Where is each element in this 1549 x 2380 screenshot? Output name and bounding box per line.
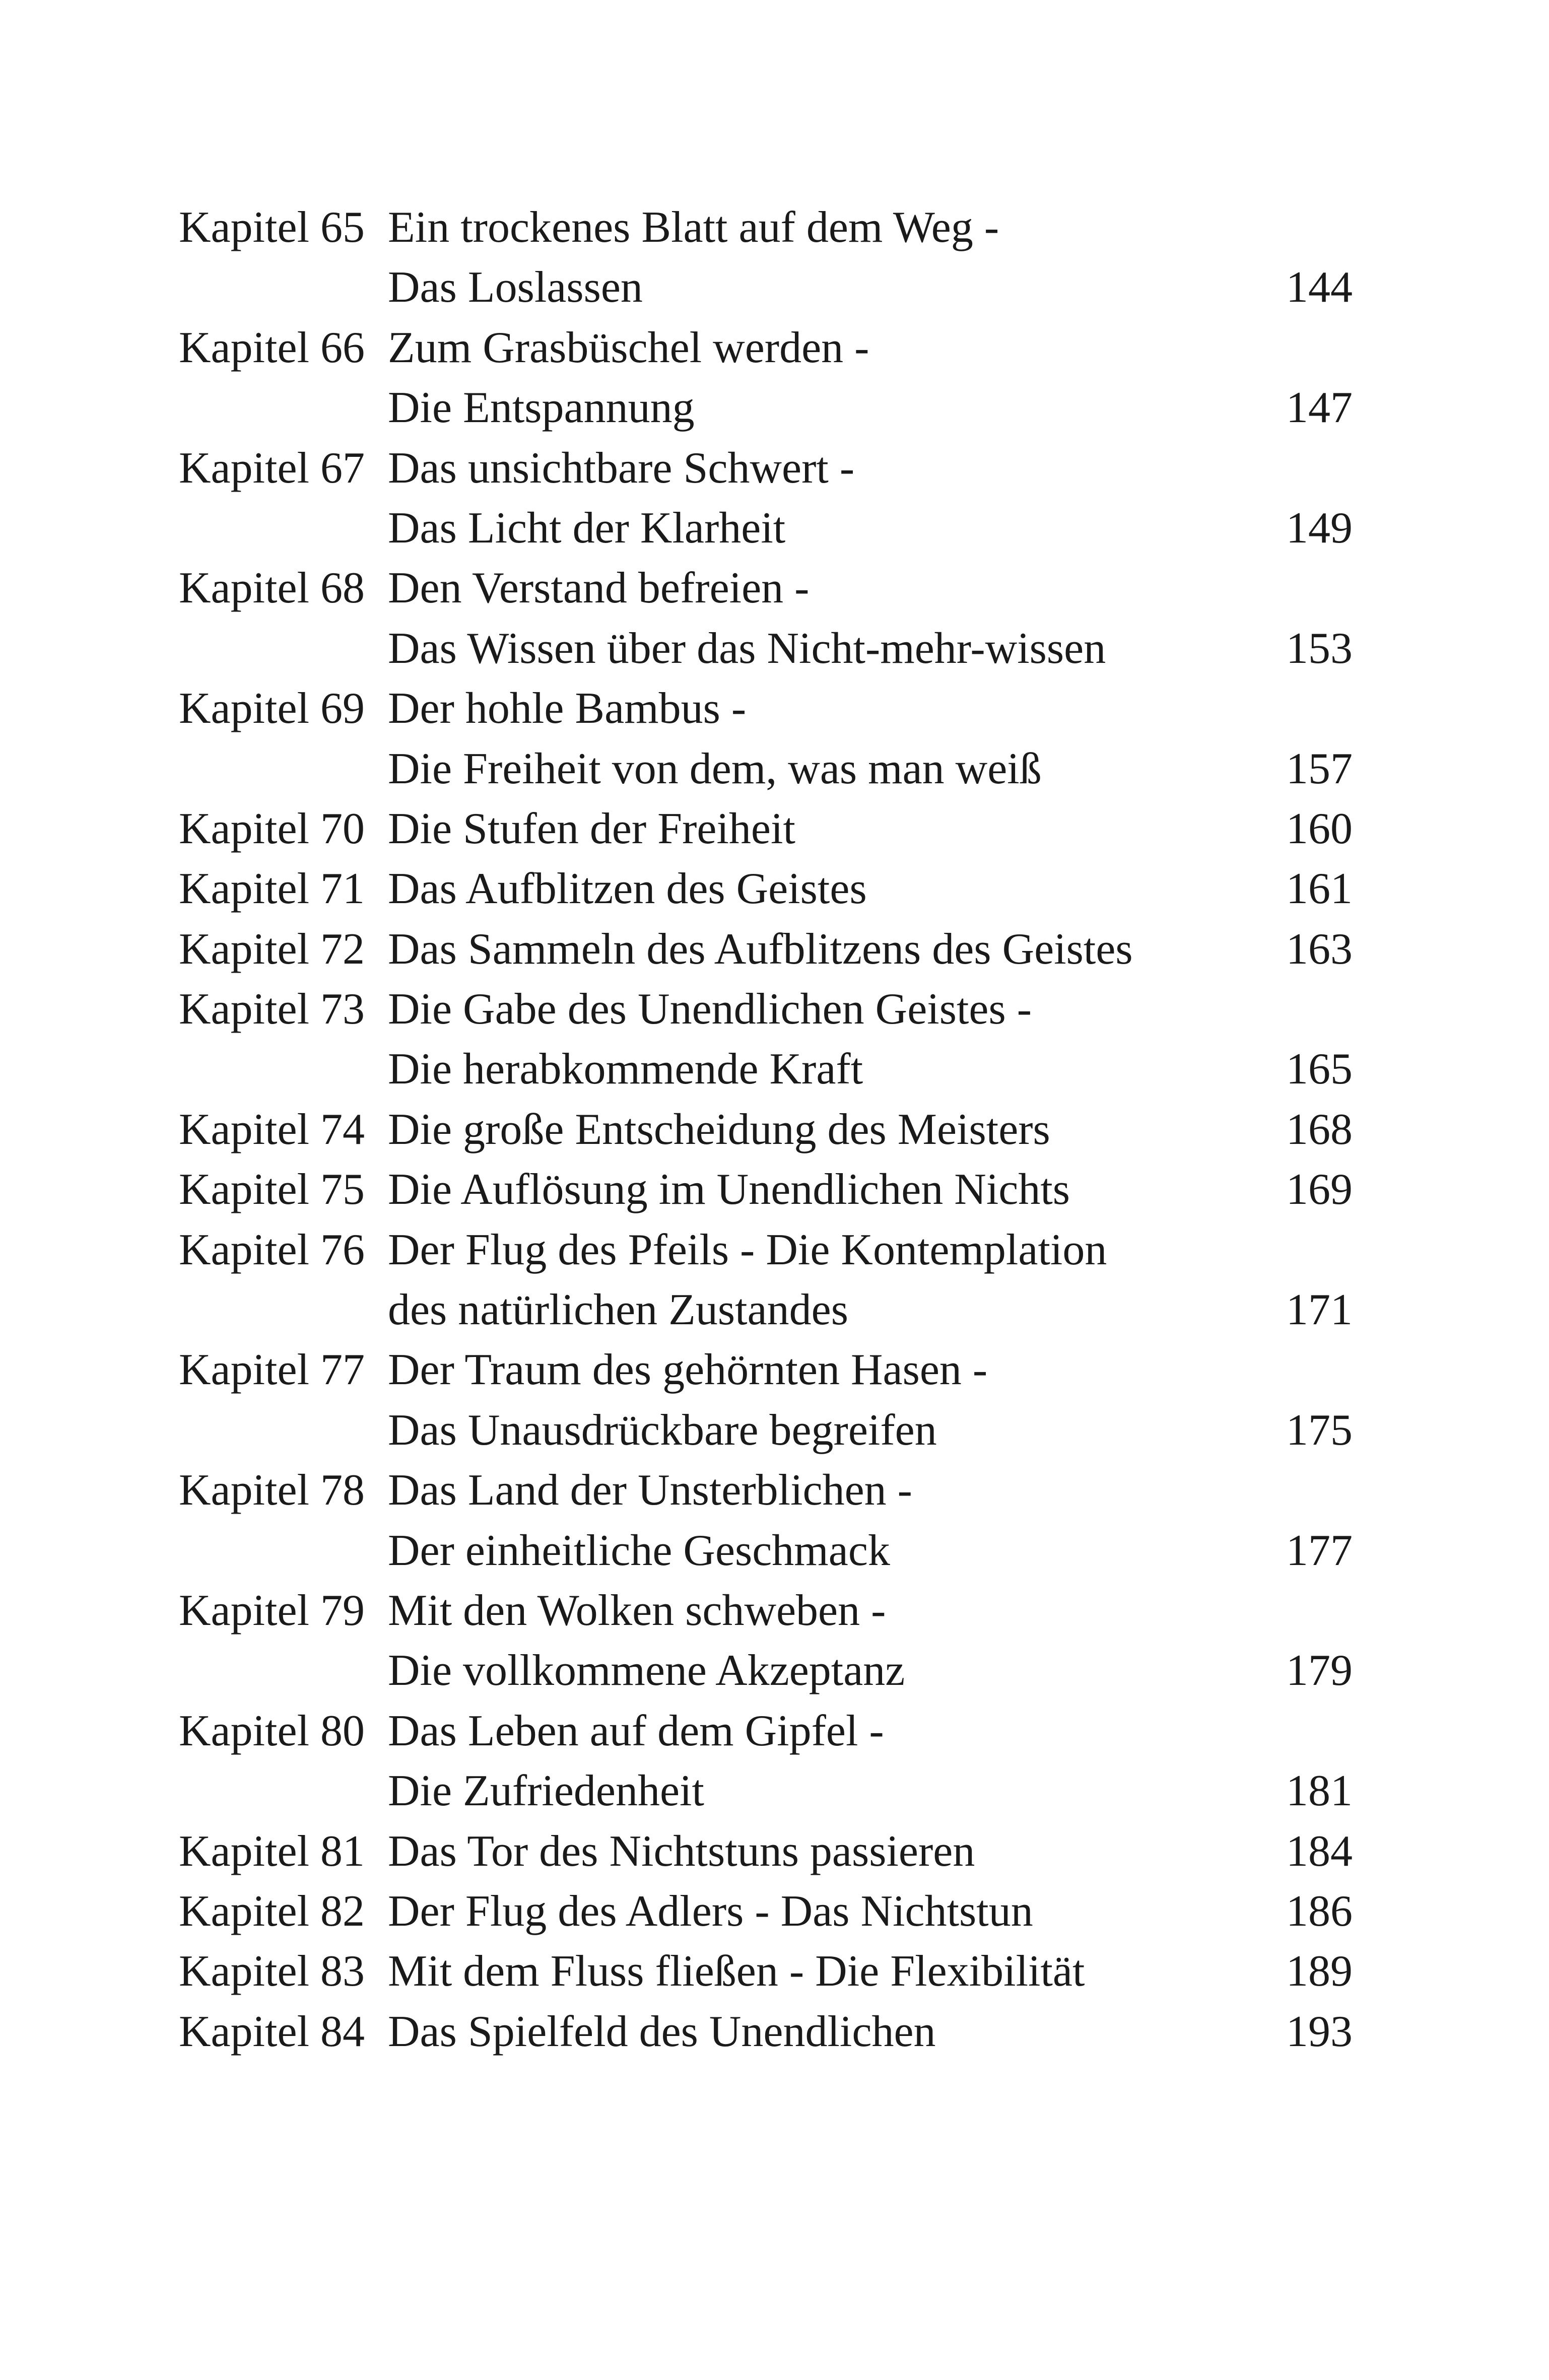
toc-line <box>179 1581 1353 1641</box>
chapter-title: Das Land der Unsterblichen - <box>388 1466 912 1515</box>
chapter-subtitle: Das Loslassen <box>388 263 643 312</box>
chapter-subtitle: Der einheitliche Geschmack <box>388 1526 890 1575</box>
toc-line <box>179 1641 1353 1701</box>
chapter-label: Kapitel 78 <box>179 1466 365 1515</box>
page-number: 160 <box>1286 804 1353 853</box>
chapter-title: Die Stufen der Freiheit <box>388 804 795 853</box>
page-number: 147 <box>1286 383 1353 433</box>
toc-line <box>179 619 1353 678</box>
chapter-label: Kapitel 82 <box>179 1886 365 1936</box>
page-number: 184 <box>1286 1826 1353 1876</box>
page-number: 144 <box>1286 263 1353 312</box>
chapter-title: Das Sammeln des Aufblitzens des Geistes <box>388 924 1133 974</box>
chapter-title: Das Leben auf dem Gipfel - <box>388 1706 884 1755</box>
toc-line <box>179 1100 1353 1160</box>
chapter-label: Kapitel 72 <box>179 924 365 974</box>
toc-line <box>179 1881 1353 1941</box>
chapter-title: Die Auflösung im Unendlichen Nichts <box>388 1165 1070 1214</box>
toc-line <box>179 1941 1353 2001</box>
chapter-label: Kapitel 71 <box>179 864 365 914</box>
chapter-title: Ein trockenes Blatt auf dem Weg - <box>388 203 999 252</box>
toc-line <box>179 1280 1353 1340</box>
chapter-label: Kapitel 77 <box>179 1345 365 1395</box>
chapter-label: Kapitel 73 <box>179 985 365 1034</box>
chapter-label: Kapitel 84 <box>179 2007 365 2056</box>
chapter-title: Das Tor des Nichtstuns passieren <box>388 1826 975 1876</box>
chapter-subtitle: Das Licht der Klarheit <box>388 503 786 553</box>
toc-line <box>179 1039 1353 1099</box>
chapter-title: Zum Grasbüschel werden - <box>388 323 869 372</box>
chapter-subtitle: Die vollkommene Akzeptanz <box>388 1646 905 1695</box>
page-number: 157 <box>1286 744 1353 793</box>
toc-line <box>179 1220 1353 1280</box>
chapter-label: Kapitel 80 <box>179 1706 365 1755</box>
toc-line <box>179 498 1353 558</box>
toc-line <box>179 1821 1353 1881</box>
chapter-label: Kapitel 75 <box>179 1165 365 1214</box>
chapter-title: Das Spielfeld des Unendlichen <box>388 2007 936 2056</box>
chapter-title: Den Verstand befreien - <box>388 564 810 613</box>
chapter-subtitle: Die Zufriedenheit <box>388 1766 704 1816</box>
chapter-label: Kapitel 74 <box>179 1105 365 1154</box>
chapter-subtitle: Das Wissen über das Nicht-mehr-wissen <box>388 624 1106 673</box>
toc-line <box>179 1460 1353 1520</box>
toc-line <box>179 1400 1353 1460</box>
chapter-label: Kapitel 67 <box>179 443 365 493</box>
chapter-title: Mit dem Fluss fließen - Die Flexibilität <box>388 1947 1085 1996</box>
page-number: 186 <box>1286 1886 1353 1936</box>
toc-line <box>179 318 1353 378</box>
chapter-label: Kapitel 69 <box>179 684 365 733</box>
page-number: 177 <box>1286 1526 1353 1575</box>
toc-line <box>179 678 1353 738</box>
table-of-contents <box>179 197 1353 2062</box>
chapter-subtitle: Die Freiheit von dem, was man weiß <box>388 744 1042 793</box>
toc-line <box>179 1761 1353 1821</box>
page-number: 193 <box>1286 2007 1353 2056</box>
toc-line <box>179 438 1353 498</box>
page-number: 163 <box>1286 924 1353 974</box>
chapter-title: Der Traum des gehörnten Hasen - <box>388 1345 988 1395</box>
page-number: 165 <box>1286 1045 1353 1094</box>
toc-line <box>179 1701 1353 1761</box>
chapter-label: Kapitel 70 <box>179 804 365 853</box>
chapter-label: Kapitel 81 <box>179 1826 365 1876</box>
toc-line <box>179 257 1353 317</box>
toc-line <box>179 919 1353 979</box>
page-number: 161 <box>1286 864 1353 914</box>
page-number: 175 <box>1286 1405 1353 1455</box>
chapter-label: Kapitel 76 <box>179 1225 365 1274</box>
chapter-subtitle: Die herabkommende Kraft <box>388 1045 863 1094</box>
chapter-label: Kapitel 66 <box>179 323 365 372</box>
chapter-label: Kapitel 79 <box>179 1586 365 1635</box>
toc-line <box>179 859 1353 919</box>
chapter-subtitle: des natürlichen Zustandes <box>388 1285 848 1335</box>
toc-line <box>179 1340 1353 1400</box>
toc-line <box>179 1521 1353 1581</box>
chapter-label: Kapitel 65 <box>179 203 365 252</box>
toc-line <box>179 979 1353 1039</box>
chapter-title: Das Aufblitzen des Geistes <box>388 864 867 914</box>
page-number: 171 <box>1286 1285 1353 1335</box>
chapter-title: Mit den Wolken schweben - <box>388 1586 886 1635</box>
chapter-title: Der Flug des Pfeils - Die Kontemplation <box>388 1225 1107 1274</box>
chapter-title: Das unsichtbare Schwert - <box>388 443 855 493</box>
page-number: 181 <box>1286 1766 1353 1816</box>
chapter-title: Die Gabe des Unendlichen Geistes - <box>388 985 1032 1034</box>
toc-line <box>179 2002 1353 2062</box>
toc-line <box>179 1160 1353 1219</box>
chapter-title: Der Flug des Adlers - Das Nichtstun <box>388 1886 1033 1936</box>
toc-line <box>179 739 1353 799</box>
page-number: 153 <box>1286 624 1353 673</box>
page-number: 149 <box>1286 503 1353 553</box>
page-number: 179 <box>1286 1646 1353 1695</box>
chapter-label: Kapitel 68 <box>179 564 365 613</box>
chapter-title: Die große Entscheidung des Meisters <box>388 1105 1050 1154</box>
chapter-title: Der hohle Bambus - <box>388 684 747 733</box>
toc-line <box>179 799 1353 859</box>
chapter-subtitle: Das Unausdrückbare begreifen <box>388 1405 937 1455</box>
page-number: 189 <box>1286 1947 1353 1996</box>
toc-line <box>179 197 1353 257</box>
page-number: 169 <box>1286 1165 1353 1214</box>
chapter-subtitle: Die Entspannung <box>388 383 695 433</box>
chapter-label: Kapitel 83 <box>179 1947 365 1996</box>
page-number: 168 <box>1286 1105 1353 1154</box>
toc-line <box>179 558 1353 618</box>
toc-line <box>179 378 1353 438</box>
